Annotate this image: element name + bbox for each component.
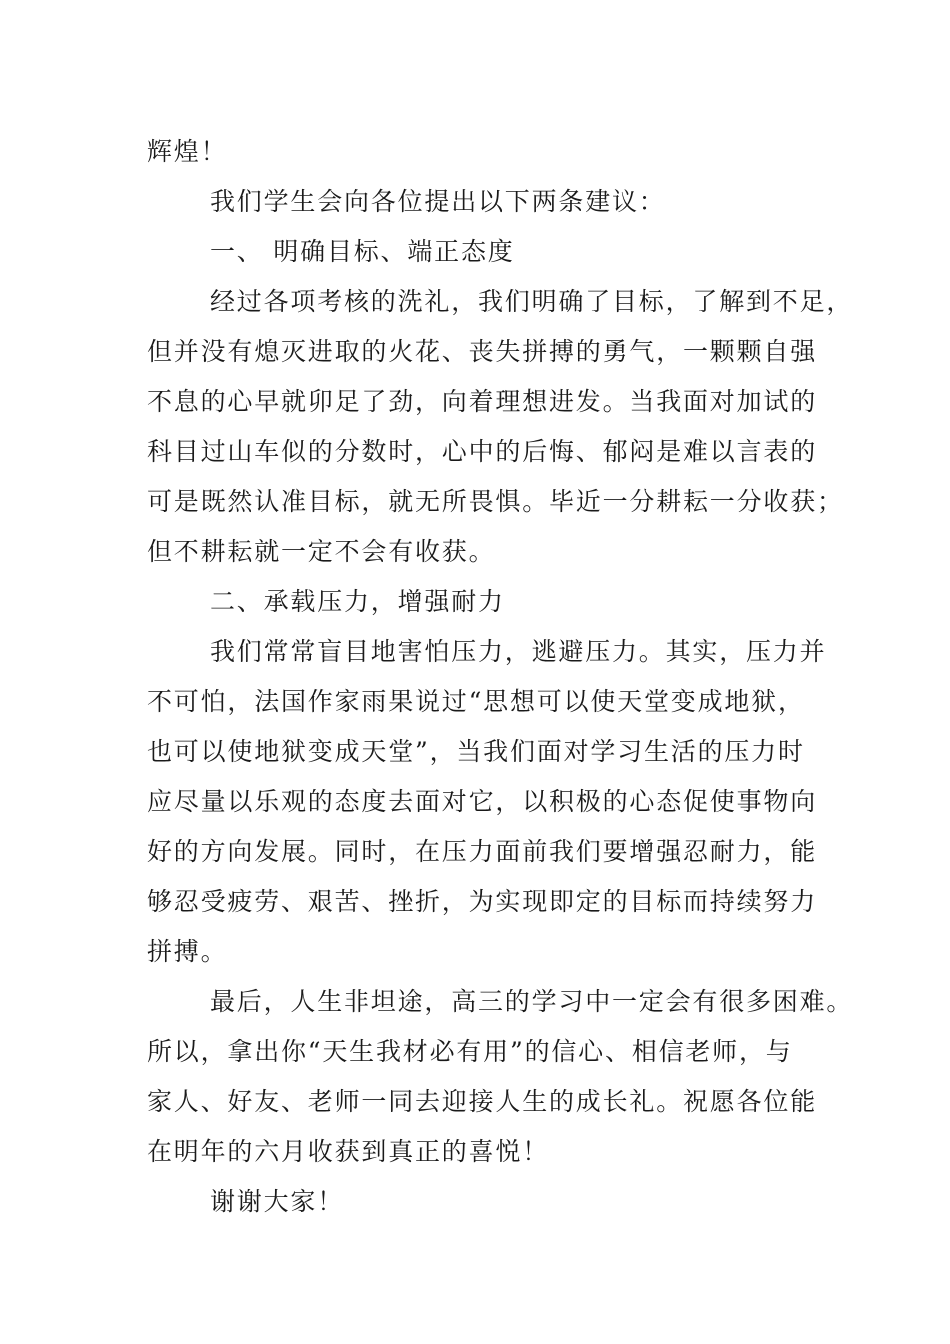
text-line: 在明年的六月收获到真正的喜悦！ xyxy=(147,1137,550,1166)
paragraph-start: 我们学生会向各位提出以下两条建议： xyxy=(210,187,666,216)
text-line: 所以，拿出你“天生我材必有用”的信心、相信老师，与 xyxy=(147,1037,793,1066)
text-line: 辉煌！ xyxy=(147,137,228,166)
text-line: 家人、好友、老师一同去迎接人生的成长礼。祝愿各位能 xyxy=(147,1087,818,1116)
paragraph-start: 最后，人生非坦途，高三的学习中一定会有很多困难。 xyxy=(210,987,854,1016)
text-line: 但不耕耘就一定不会有收获。 xyxy=(147,537,496,566)
text-line: 但并没有熄灭进取的火花、丧失拼搏的勇气，一颗颗自强 xyxy=(147,337,818,366)
paragraph-start: 经过各项考核的洗礼，我们明确了目标，了解到不足， xyxy=(210,287,854,316)
closing-line: 谢谢大家！ xyxy=(210,1187,345,1216)
section-heading: 一、 明确目标、端正态度 xyxy=(210,237,515,266)
text-line: 应尽量以乐观的态度去面对它，以积极的心态促使事物向 xyxy=(147,787,818,816)
text-line: 不可怕，法国作家雨果说过“思想可以使天堂变成地狱， xyxy=(147,687,805,716)
text-line: 好的方向发展。同时，在压力面前我们要增强忍耐力，能 xyxy=(147,837,818,866)
text-line: 也可以使地狱变成天堂”，当我们面对学习生活的压力时 xyxy=(147,737,805,766)
section-heading: 二、承载压力，增强耐力 xyxy=(210,587,505,616)
text-line: 够忍受疲劳、艰苦、挫折，为实现即定的目标而持续努力 xyxy=(147,887,818,916)
text-line: 拼搏。 xyxy=(147,937,228,966)
text-line: 可是既然认准目标，就无所畏惧。毕近一分耕耘一分收获； xyxy=(147,487,844,516)
paragraph-start: 我们常常盲目地害怕压力，逃避压力。其实，压力并 xyxy=(210,637,827,666)
text-line: 不息的心早就卯足了劲，向着理想进发。当我面对加试的 xyxy=(147,387,818,416)
text-line: 科目过山车似的分数时，心中的后悔、郁闷是难以言表的 xyxy=(147,437,818,466)
